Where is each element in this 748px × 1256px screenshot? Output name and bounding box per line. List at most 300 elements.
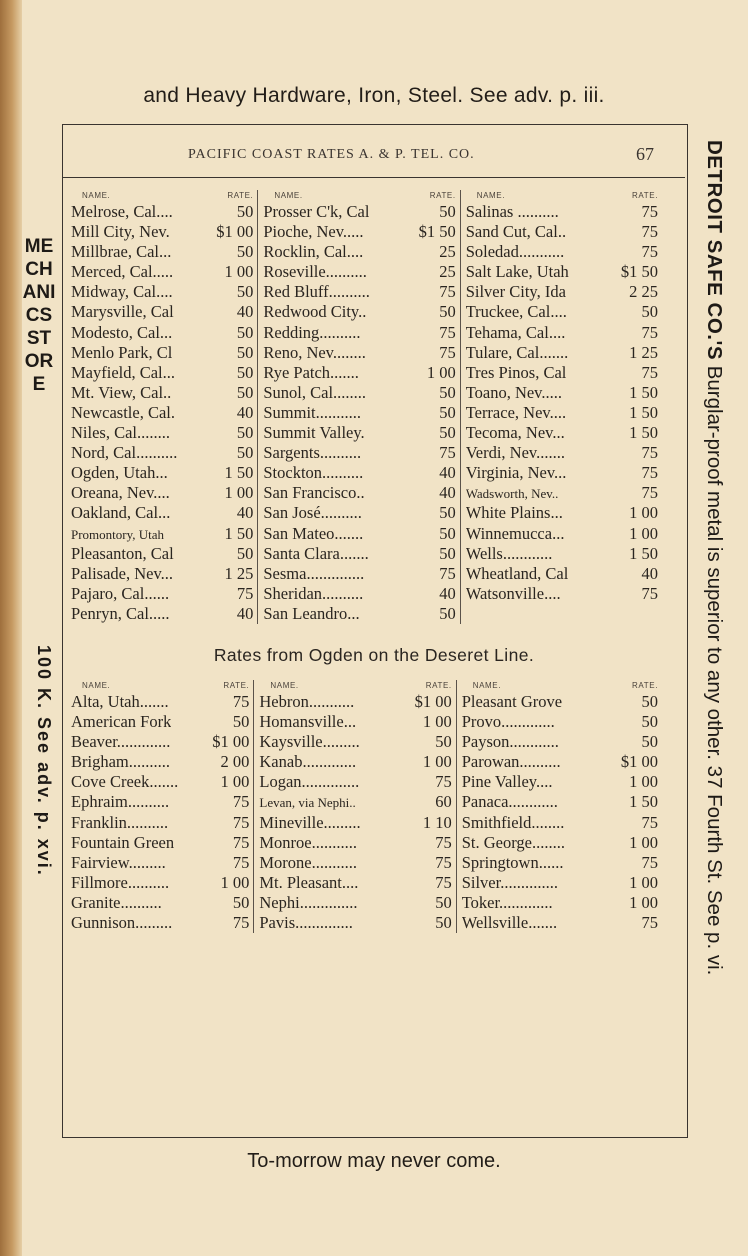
station-rate: 1 00 <box>224 483 254 503</box>
station-rate: 75 <box>439 563 456 583</box>
rate-row <box>461 363 662 383</box>
column-header <box>66 680 253 692</box>
rate-row <box>461 323 662 343</box>
station-rate: 75 <box>641 463 659 483</box>
station-rate: 75 <box>232 812 250 832</box>
rate-row <box>254 712 455 732</box>
station-rate: $1 50 <box>418 222 456 242</box>
station-rate: 75 <box>641 242 659 262</box>
station-name: Pajaro, Cal...... <box>71 583 170 603</box>
rate-row <box>457 833 662 853</box>
column-header <box>66 190 257 202</box>
station-rate: $1 00 <box>620 752 659 772</box>
rate-row <box>457 873 662 893</box>
station-name: Alta, Utah....... <box>71 692 169 711</box>
rate-row <box>461 463 662 483</box>
station-name: Rocklin, Cal.... <box>263 242 364 262</box>
station-name: Granite.......... <box>71 892 162 912</box>
rate-row <box>66 463 257 483</box>
station-rate: 50 <box>236 242 254 262</box>
station-name: Roseville.......... <box>263 262 367 282</box>
rate-row <box>258 383 459 403</box>
station-rate: 1 00 <box>220 772 250 792</box>
station-name: Salinas .......... <box>465 202 559 221</box>
station-rate: 50 <box>435 913 452 933</box>
rate-row <box>66 813 253 833</box>
station-rate: 50 <box>439 603 456 623</box>
station-name: Fairview......... <box>71 852 166 872</box>
station-name: Mayfield, Cal... <box>71 362 176 382</box>
station-rate: 50 <box>236 443 254 463</box>
station-name: Mt. Pleasant.... <box>259 872 359 892</box>
station-name: Silver.............. <box>461 872 558 892</box>
rate-row <box>258 604 459 624</box>
station-rate: 50 <box>236 282 254 302</box>
station-rate: 50 <box>236 382 254 402</box>
rate-row <box>258 302 459 322</box>
station-rate: 75 <box>641 812 659 832</box>
station-name: Pleasant Grove <box>461 692 563 711</box>
station-name: Rye Patch....... <box>263 362 359 382</box>
station-rate: 1 00 <box>629 832 659 852</box>
station-name: Mineville......... <box>259 812 361 832</box>
station-name: Kanab............. <box>259 752 357 772</box>
station-rate: 75 <box>232 832 250 852</box>
column-header-name: NAME. <box>82 681 111 690</box>
rate-row <box>254 833 455 853</box>
rate-row <box>461 383 662 403</box>
rate-row <box>254 853 455 873</box>
station-rate: 75 <box>641 852 659 872</box>
column-header-rate: RATE. <box>227 191 254 200</box>
station-rate: 40 <box>236 302 254 322</box>
column-header-name: NAME. <box>472 681 502 690</box>
station-name: Oakland, Cal... <box>71 503 171 523</box>
station-rate: 50 <box>435 732 452 752</box>
station-name: Cove Creek....... <box>71 772 179 792</box>
rate-row <box>66 242 257 262</box>
station-name: Redwood City.. <box>263 302 367 322</box>
rate-row <box>66 443 257 463</box>
station-rate: 40 <box>641 563 659 583</box>
station-name: Melrose, Cal.... <box>71 202 173 221</box>
station-name: Reno, Nev........ <box>263 342 366 362</box>
station-rate: 1 25 <box>224 563 254 583</box>
station-name: Payson............ <box>461 732 559 752</box>
station-name: Tehama, Cal.... <box>465 322 566 342</box>
station-name: Tecoma, Nev... <box>465 423 565 443</box>
station-name: Penryn, Cal..... <box>71 603 170 623</box>
station-rate: 75 <box>641 483 659 503</box>
rate-row <box>461 503 662 523</box>
station-name: Kaysville......... <box>259 732 360 752</box>
rate-row <box>461 483 662 503</box>
rate-row <box>258 222 459 242</box>
station-rate: 1 00 <box>629 872 659 892</box>
rate-column <box>460 190 662 624</box>
station-rate: 75 <box>435 832 452 852</box>
rate-row <box>66 202 257 222</box>
rate-row <box>66 913 253 933</box>
station-name: Provo............. <box>461 712 555 732</box>
station-rate: 75 <box>641 222 659 242</box>
station-rate: 50 <box>439 503 456 523</box>
station-name: Homansville... <box>259 712 357 732</box>
rate-row <box>258 323 459 343</box>
rate-row <box>258 564 459 584</box>
station-name: Tulare, Cal....... <box>465 342 569 362</box>
station-name: Panaca............ <box>461 792 558 812</box>
rate-row <box>258 443 459 463</box>
station-name: Oreana, Nev.... <box>71 483 170 503</box>
station-name: Smithfield........ <box>461 812 565 832</box>
station-rate: 50 <box>232 712 250 732</box>
rate-row <box>66 222 257 242</box>
station-rate: 75 <box>435 872 452 892</box>
station-name: Sand Cut, Cal.. <box>465 222 567 242</box>
station-name: Levan, via Nephi.. <box>259 795 356 811</box>
station-name: Marysville, Cal <box>71 302 174 322</box>
station-name: Monroe........... <box>259 832 357 852</box>
rate-row <box>258 463 459 483</box>
station-rate: 1 00 <box>422 752 452 772</box>
station-rate: 75 <box>641 913 659 933</box>
station-rate: 40 <box>439 583 456 603</box>
rate-row <box>254 893 455 913</box>
rate-row <box>461 584 662 604</box>
rate-row <box>461 564 662 584</box>
rate-row <box>254 752 455 772</box>
rate-row <box>258 544 459 564</box>
rate-row <box>457 692 662 712</box>
column-header <box>258 190 459 202</box>
station-rate: 75 <box>439 322 456 342</box>
station-name: Nord, Cal.......... <box>71 443 178 463</box>
column-header-rate: RATE. <box>223 681 250 690</box>
station-rate: 60 <box>435 792 452 812</box>
station-name: Winnemucca... <box>465 523 565 543</box>
station-rate: 40 <box>236 603 254 623</box>
column-header-name: NAME. <box>82 191 111 200</box>
station-rate: 75 <box>439 282 456 302</box>
station-rate: 75 <box>641 202 659 221</box>
rate-row <box>66 853 253 873</box>
station-rate: $1 00 <box>216 222 254 242</box>
station-rate: 75 <box>641 362 659 382</box>
station-name: Ephraim.......... <box>71 792 170 812</box>
station-name: Mill City, Nev. <box>71 222 170 242</box>
station-rate: 40 <box>236 503 254 523</box>
station-rate: 75 <box>439 342 456 362</box>
station-rate: 75 <box>232 792 250 812</box>
rate-row <box>254 792 455 812</box>
station-rate: 50 <box>236 202 254 221</box>
rate-row <box>66 383 257 403</box>
rate-column <box>66 680 253 933</box>
station-name: Mt. View, Cal.. <box>71 382 172 402</box>
station-rate: 75 <box>439 443 456 463</box>
station-name: Menlo Park, Cl <box>71 342 173 362</box>
station-name: Pioche, Nev..... <box>263 222 364 242</box>
right-margin-advertisement <box>690 140 726 1140</box>
rate-row <box>258 423 459 443</box>
rate-column <box>66 190 257 624</box>
station-rate: 75 <box>232 913 250 933</box>
station-rate: 75 <box>435 852 452 872</box>
station-name: Brigham.......... <box>71 752 170 772</box>
station-rate: 50 <box>236 423 254 443</box>
station-name: San Mateo....... <box>263 523 364 543</box>
running-head: PACIFIC COAST RATES A. & P. TEL. CO. <box>188 147 475 162</box>
rate-row <box>461 242 662 262</box>
station-rate: 50 <box>232 892 250 912</box>
station-name: San Francisco.. <box>263 483 365 503</box>
station-rate: 50 <box>439 382 456 402</box>
station-name: Parowan.......... <box>461 752 561 772</box>
rate-row <box>66 604 257 624</box>
station-rate: 25 <box>439 242 456 262</box>
rate-row <box>66 752 253 772</box>
station-rate: 1 50 <box>629 543 659 563</box>
station-rate: 75 <box>641 322 659 342</box>
station-name: Salt Lake, Utah <box>465 262 569 282</box>
station-name: Millbrae, Cal... <box>71 242 172 262</box>
rate-row <box>258 483 459 503</box>
column-header-rate: RATE. <box>429 191 456 200</box>
rate-row <box>66 893 253 913</box>
station-name: Pine Valley.... <box>461 772 553 792</box>
pacific-coast-rates-table <box>66 190 662 624</box>
station-rate: 25 <box>439 262 456 282</box>
station-name: Wells............ <box>465 543 553 563</box>
station-name: Verdi, Nev....... <box>465 443 565 463</box>
rate-row <box>258 202 459 222</box>
left-margin-advertisement-reference: 100 K. See adv. p. xvi. <box>34 645 54 877</box>
station-name: Hebron........... <box>259 692 355 711</box>
station-rate: 75 <box>236 583 254 603</box>
station-rate: 1 00 <box>422 712 452 732</box>
station-name: American Fork <box>71 712 172 732</box>
station-rate: 1 00 <box>629 523 659 543</box>
station-name: Sheridan.......... <box>263 583 364 603</box>
station-rate: 75 <box>641 443 659 463</box>
station-name: Springtown...... <box>461 852 564 872</box>
station-rate: 50 <box>236 322 254 342</box>
column-header-rate: RATE. <box>632 681 659 690</box>
rate-row <box>461 302 662 322</box>
station-name: Fillmore.......... <box>71 872 170 892</box>
station-name: Modesto, Cal... <box>71 322 173 342</box>
station-rate: $1 00 <box>212 732 250 752</box>
station-name: Toano, Nev..... <box>465 382 562 402</box>
rate-row <box>66 343 257 363</box>
deseret-line-rates-table <box>66 680 662 933</box>
header-rule <box>63 177 685 178</box>
rate-row <box>457 712 662 732</box>
rate-row <box>258 262 459 282</box>
station-rate: $1 00 <box>414 692 452 711</box>
station-rate: 40 <box>439 483 456 503</box>
station-name: Watsonville.... <box>465 583 561 603</box>
station-name: Red Bluff.......... <box>263 282 370 302</box>
rate-row <box>66 282 257 302</box>
rate-row <box>66 692 253 712</box>
station-rate: 1 25 <box>629 342 659 362</box>
rate-row <box>66 423 257 443</box>
station-rate: 75 <box>232 852 250 872</box>
station-rate: 50 <box>641 732 659 752</box>
rate-row <box>254 913 455 933</box>
station-name: Beaver............. <box>71 732 171 752</box>
station-rate: 50 <box>439 423 456 443</box>
rate-row <box>66 833 253 853</box>
station-name: Franklin.......... <box>71 812 169 832</box>
station-rate: 40 <box>439 463 456 483</box>
rate-row <box>66 584 257 604</box>
column-header-rate: RATE. <box>632 191 659 200</box>
rate-row <box>66 564 257 584</box>
station-rate: 50 <box>236 342 254 362</box>
column-header-name: NAME. <box>476 191 506 200</box>
station-name: Merced, Cal..... <box>71 262 174 282</box>
station-name: White Plains... <box>465 503 563 523</box>
station-rate: 50 <box>439 402 456 422</box>
station-rate: 50 <box>236 362 254 382</box>
rate-row <box>461 202 662 222</box>
station-rate: 50 <box>236 543 254 563</box>
station-rate: 75 <box>232 692 250 711</box>
station-rate: 1 50 <box>224 463 254 483</box>
left-margin-advertisement: MECHANICS STORE <box>22 236 56 395</box>
rate-row <box>258 343 459 363</box>
column-header <box>461 190 662 202</box>
rate-row <box>461 262 662 282</box>
rate-column <box>257 190 459 624</box>
right-ad-brand: DETROIT SAFE CO.'S <box>703 140 726 361</box>
rate-row <box>457 752 662 772</box>
station-name: Prosser C'k, Cal <box>263 202 370 221</box>
station-rate: 1 50 <box>629 402 659 422</box>
station-rate: 75 <box>435 772 452 792</box>
station-name: Logan.............. <box>259 772 360 792</box>
station-rate: 1 50 <box>629 792 659 812</box>
station-rate: 1 00 <box>224 262 254 282</box>
rate-row <box>258 524 459 544</box>
rate-row <box>457 772 662 792</box>
station-name: San Leandro... <box>263 603 360 623</box>
rate-row <box>457 813 662 833</box>
station-name: Midway, Cal.... <box>71 282 173 302</box>
rate-row <box>66 323 257 343</box>
rate-row <box>66 772 253 792</box>
rate-column <box>456 680 662 933</box>
header-advertisement: and Heavy Hardware, Iron, Steel. See adv. p. iii. <box>143 84 605 107</box>
station-rate: 1 00 <box>629 892 659 912</box>
rate-row <box>258 242 459 262</box>
station-name: Sargents.......... <box>263 443 362 463</box>
book-binding-edge <box>0 0 22 1256</box>
station-rate: 1 50 <box>629 423 659 443</box>
right-ad-text: Burglar-proof metal is superior to any other. 37 Fourth St. See p. vi. <box>703 360 726 976</box>
rate-row <box>258 282 459 302</box>
rate-row <box>66 262 257 282</box>
rate-row <box>457 893 662 913</box>
rate-row <box>254 873 455 893</box>
station-name: Sunol, Cal........ <box>263 382 367 402</box>
station-rate: 40 <box>236 402 254 422</box>
station-rate: 1 00 <box>426 362 456 382</box>
rate-row <box>66 403 257 423</box>
station-rate: $1 50 <box>620 262 659 282</box>
rate-row <box>457 853 662 873</box>
rate-row <box>66 544 257 564</box>
rate-row <box>461 443 662 463</box>
station-rate: 1 50 <box>629 382 659 402</box>
deseret-section-title: Rates from Ogden on the Deseret Line. <box>213 645 535 665</box>
rate-row <box>66 792 253 812</box>
rate-row <box>66 873 253 893</box>
rate-row <box>461 544 662 564</box>
rate-row <box>461 343 662 363</box>
station-rate: 50 <box>439 543 456 563</box>
station-rate: 1 50 <box>224 523 254 543</box>
station-name: Virginia, Nev... <box>465 463 567 483</box>
rate-row <box>66 524 257 544</box>
rate-row <box>66 712 253 732</box>
station-rate: 50 <box>641 302 659 322</box>
station-name: Stockton.......... <box>263 463 364 483</box>
station-rate: 50 <box>439 523 456 543</box>
rate-row <box>457 792 662 812</box>
rate-row <box>258 503 459 523</box>
rate-row <box>254 692 455 712</box>
station-name: St. George........ <box>461 832 565 852</box>
station-name: Pavis.............. <box>259 913 353 933</box>
rate-row <box>461 524 662 544</box>
station-name: Wellsville....... <box>461 913 558 933</box>
rate-row <box>66 732 253 752</box>
column-header <box>254 680 455 692</box>
column-header-rate: RATE. <box>425 681 452 690</box>
station-name: Gunnison......... <box>71 913 173 933</box>
page-number: 67 <box>636 144 654 164</box>
station-name: Nephi.............. <box>259 892 358 912</box>
station-rate: 50 <box>439 202 456 221</box>
station-name: Summit........... <box>263 402 361 422</box>
station-name: Redding.......... <box>263 322 361 342</box>
station-name: Soledad........... <box>465 242 565 262</box>
station-rate: 50 <box>641 712 659 732</box>
footer-motto: To-morrow may never come. <box>247 1150 501 1172</box>
station-name: Palisade, Nev... <box>71 563 174 583</box>
rate-row <box>461 423 662 443</box>
rate-column <box>253 680 455 933</box>
rate-row <box>66 363 257 383</box>
station-name: Wheatland, Cal <box>465 563 569 583</box>
station-name: Terrace, Nev.... <box>465 402 567 422</box>
rate-row <box>258 584 459 604</box>
column-header <box>457 680 662 692</box>
rate-row <box>254 813 455 833</box>
station-name: Pleasanton, Cal <box>71 543 174 563</box>
station-name: Promontory, Utah <box>71 526 165 542</box>
station-name: Ogden, Utah... <box>71 463 168 483</box>
station-name: Niles, Cal........ <box>71 423 170 443</box>
station-rate: 1 00 <box>629 772 659 792</box>
column-header-name: NAME. <box>270 681 299 690</box>
station-name: Truckee, Cal.... <box>465 302 567 322</box>
column-header-name: NAME. <box>274 191 303 200</box>
